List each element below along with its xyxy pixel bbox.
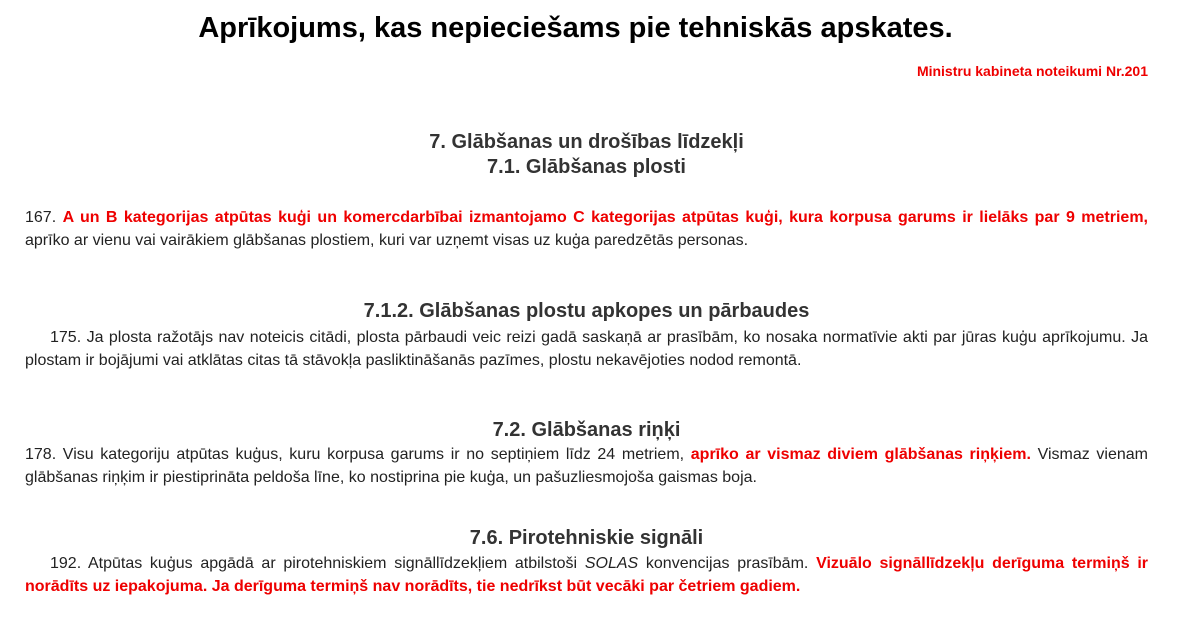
paragraph-192	[25, 552, 1148, 598]
solas-term: SOLAS	[584, 555, 639, 572]
paragraph-167	[25, 206, 1148, 252]
paragraph-text: 178. Visu kategoriju atpūtas kuģus, kuru korpusa garums ir no septiņiem līdz 24 metriem,	[25, 446, 685, 463]
regulation-reference: Ministru kabineta noteikumi Nr.201	[916, 63, 1148, 79]
paragraph-number: 167.	[25, 209, 57, 226]
page-title: Aprīkojums, kas nepieciešams pie tehniskās apskates.	[198, 12, 953, 44]
paragraph-text: 192. Atpūtas kuģus apgādā ar pirotehniskiem signāllīdzekļiem atbilstoši	[50, 555, 578, 572]
paragraph-text: aprīko ar vienu vai vairākiem glābšanas plostiem, kuri var uzņemt visas uz kuģa paredzētās personas.	[25, 232, 749, 249]
highlighted-requirement: aprīko ar vismaz diviem glābšanas riņķiem.	[690, 446, 1031, 463]
paragraph-175	[25, 326, 1148, 372]
paragraph-text: 175. Ja plosta ražotājs nav noteicis citādi, plosta pārbaudi veic reizi gadā saskaņā ar prasībām, ko nosaka normatīvie akti par jūras kuģu aprīkojumu. Ja plostam ir bojājumi vai atklātas citas tā stāvokļa pasliktināšanās pazīmes, plostu nekavējoties nodod remontā.	[25, 329, 1148, 369]
section-heading-7: 7. Glābšanas un drošības līdzekļi	[429, 131, 744, 153]
paragraph-text-continued: konvencijas prasībām.	[645, 555, 809, 572]
section-heading-7-2: 7.2. Glābšanas riņķi	[492, 419, 681, 441]
paragraph-178	[25, 443, 1148, 489]
section-heading-7-1: 7.1. Glābšanas plosti	[487, 156, 686, 178]
section-heading-7-1-2: 7.1.2. Glābšanas plostu apkopes un pārbaudes	[363, 300, 810, 322]
highlighted-requirement: A un B kategorijas atpūtas kuģi un komercdarbībai izmantojamo C kategorijas atpūtas kuģi, kura korpusa garums ir lielāks par 9 metriem,	[62, 209, 1148, 226]
paragraph-text-continued: Vismaz vienam glābšanas riņķim ir piestiprināta peldoša līne, ko nostiprina pie kuģa, un pašuzliesmojoša gaismas boja.	[25, 446, 1149, 486]
highlighted-requirement: Vizuālo signāllīdzekļu derīguma termiņš ir norādīts uz iepakojuma. Ja derīguma termiņš nav norādīts, tie nedrīkst būt vecāki par četriem gadiem.	[25, 555, 1149, 595]
section-heading-7-6: 7.6. Pirotehniskie signāli	[469, 527, 704, 549]
